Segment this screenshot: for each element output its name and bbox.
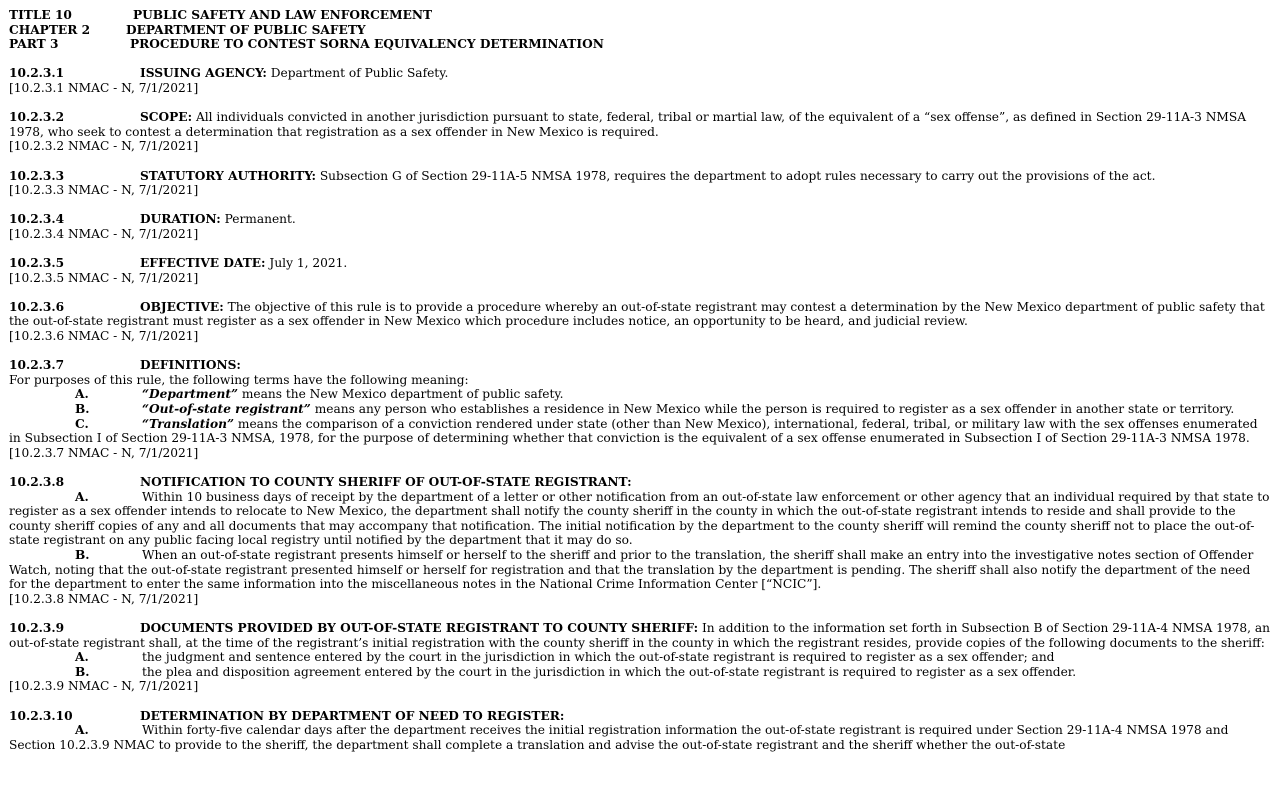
- section-10-2-3-8: [9, 475, 1271, 490]
- part-line: [9, 37, 1271, 52]
- chapter-line: [9, 23, 1271, 38]
- section-history: [10.2.3.7 NMAC - N, 7/1/2021]: [9, 445, 199, 460]
- section-title: OBJECTIVE:: [140, 299, 224, 314]
- section-10-2-3-1: [9, 66, 1271, 81]
- section-text: Subsection G of Section 29-11A-5 NMSA 1978, requires the department to adopt rules necessary to carry out the provisions of the act.: [315, 168, 1156, 183]
- section-history: [10.2.3.3 NMAC - N, 7/1/2021]: [9, 183, 199, 198]
- list-item: [9, 650, 1271, 665]
- part-label: PART 3: [9, 37, 59, 52]
- section-text: In addition to the information set forth in Subsection B of Section 29-11A-4 NMSA 1978, an out-of-state registrant shall, at the time of the registrant’s initial registration with the county sheriff in the county in which the registrant resides, provide copies of the following documents to the sheriff:: [9, 620, 1271, 650]
- section-text: The objective of this rule is to provide a procedure whereby an out-of-state registrant may contest a determination by the New Mexico department of public safety that the out-of-state registrant must register as a sex offender in New Mexico which procedure includes notice, an opportunity to be heard, and judicial review.: [9, 299, 1265, 329]
- section-number: 10.2.3.9: [9, 620, 65, 635]
- definition-term: “Department”: [142, 387, 238, 402]
- section-history: [10.2.3.9 NMAC - N, 7/1/2021]: [9, 679, 199, 694]
- item-letter: A.: [75, 650, 89, 665]
- chapter-text: DEPARTMENT OF PUBLIC SAFETY: [126, 22, 366, 37]
- section-number: 10.2.3.8: [9, 475, 65, 489]
- definition-item: [9, 387, 1271, 402]
- definition-item: [9, 402, 1271, 417]
- section-text: Department of Public Safety.: [266, 66, 449, 81]
- section-text: Permanent.: [220, 212, 296, 227]
- definitions-intro: For purposes of this rule, the following terms have the following meaning:: [9, 372, 469, 387]
- section-text: All individuals convicted in another jurisdiction pursuant to state, federal, tribal or martial law, of the equivalent of a “sex offense”, as defined in Section 29-11A-3 NMSA 1978, who seek to contest a determination that registration as a sex offender in New Mexico is required.: [9, 110, 1247, 139]
- item-letter: B.: [75, 402, 90, 417]
- item-text: When an out-of-state registrant presents himself or herself to the sheriff and prior to the translation, the sheriff shall make an entry into the investigative notes section of Offender Watch, noting that the out-of-state registrant presented himself or herself for registration and that the translation by the department is pending. The sheriff shall also notify the department of the need for the department to enter the same information into the miscellaneous notes in the National Crime Information Center [“NCIC”].: [9, 547, 1254, 592]
- list-item: [9, 665, 1271, 680]
- list-item: [9, 723, 1271, 752]
- section-10-2-3-5: [9, 256, 1271, 271]
- section-10-2-3-3: [9, 169, 1271, 184]
- section-number: 10.2.3.1: [9, 66, 65, 81]
- section-number: 10.2.3.2: [9, 110, 65, 125]
- section-history: [10.2.3.5 NMAC - N, 7/1/2021]: [9, 270, 199, 285]
- title-label: TITLE 10: [9, 8, 72, 22]
- title-line: [9, 8, 1271, 23]
- definition-item: [9, 417, 1271, 446]
- list-item: [9, 548, 1271, 592]
- section-title: NOTIFICATION TO COUNTY SHERIFF OF OUT-OF-STATE REGISTRANT:: [140, 475, 632, 489]
- section-history: [10.2.3.8 NMAC - N, 7/1/2021]: [9, 591, 199, 606]
- section-number: 10.2.3.6: [9, 299, 65, 314]
- definition-term: “Out-of-state registrant”: [142, 402, 311, 417]
- chapter-label: CHAPTER 2: [9, 22, 91, 37]
- section-number: 10.2.3.7: [9, 358, 65, 373]
- part-text: PROCEDURE TO CONTEST SORNA EQUIVALENCY DETERMINATION: [130, 37, 604, 52]
- section-text: July 1, 2021.: [265, 256, 348, 271]
- definition-text: means the New Mexico department of public safety.: [237, 387, 564, 402]
- definition-text: means the comparison of a conviction rendered under state (other than New Mexico), international, federal, tribal, or military law with the sex offenses enumerated in Subsection I of Section 29-11A-3 NMSA, 1978, for the purpose of determining whether that conviction is the equivalent of a sex offense enumerated in Subsection I of Section 29-11A-3 NMSA 1978.: [9, 416, 1258, 446]
- section-10-2-3-7: [9, 358, 1271, 373]
- section-title: STATUTORY AUTHORITY:: [140, 168, 316, 183]
- item-letter: B.: [75, 664, 90, 679]
- item-text: Within forty-five calendar days after the department receives the initial registration information the out-of-state registrant is required under Section 29-11A-4 NMSA 1978 and Section 10.2.3.9 NMAC to provide to the sheriff, the department shall complete a translation and advise the out-of-state registrant and the sheriff whether the out-of-state: [9, 723, 1229, 752]
- section-10-2-3-9: [9, 621, 1271, 650]
- item-letter: A.: [75, 489, 89, 504]
- section-number: 10.2.3.3: [9, 168, 65, 183]
- list-item: [9, 490, 1271, 548]
- section-title: DEFINITIONS:: [140, 358, 241, 373]
- section-number: 10.2.3.5: [9, 256, 65, 271]
- section-10-2-3-6: [9, 300, 1271, 329]
- definition-text: means any person who establishes a residence in New Mexico while the person is required to register as a sex offender in another state or territory.: [310, 402, 1235, 417]
- section-title: ISSUING AGENCY:: [140, 66, 267, 81]
- item-text: Within 10 business days of receipt by the department of a letter or other notification from an out-of-state law enforcement or other agency that an individual required by that state to register as a sex offender intends to relocate to New Mexico, the department shall notify the county sheriff in the county in which the out-of-state registrant intends to reside and shall provide to the county sheriff copies of any and all documents that may accompany that notification. The initial notification by the department to the county sheriff will remind the county sheriff not to place the out-of-state registrant on any public facing local registry until notified by the department that it may do so.: [9, 489, 1270, 548]
- section-history: [10.2.3.1 NMAC - N, 7/1/2021]: [9, 80, 199, 95]
- item-letter: C.: [75, 416, 89, 431]
- section-title: SCOPE:: [140, 110, 193, 125]
- section-title: DETERMINATION BY DEPARTMENT OF NEED TO REGISTER:: [140, 708, 565, 723]
- item-letter: B.: [75, 547, 90, 562]
- item-letter: A.: [75, 723, 89, 738]
- section-title: DURATION:: [140, 212, 221, 227]
- item-text: the plea and disposition agreement entered by the court in the jurisdiction in which the out-of-state registrant is required to register as a sex offender.: [142, 664, 1077, 679]
- section-history: [10.2.3.4 NMAC - N, 7/1/2021]: [9, 226, 199, 241]
- section-10-2-3-10: [9, 709, 1271, 724]
- definition-term: “Translation”: [142, 416, 235, 431]
- item-text: the judgment and sentence entered by the court in the jurisdiction in which the out-of-state registrant is required to register as a sex offender; and: [142, 650, 1055, 665]
- section-number: 10.2.3.10: [9, 708, 73, 723]
- section-title: DOCUMENTS PROVIDED BY OUT-OF-STATE REGISTRANT TO COUNTY SHERIFF:: [140, 620, 699, 635]
- section-number: 10.2.3.4: [9, 212, 65, 227]
- title-text: PUBLIC SAFETY AND LAW ENFORCEMENT: [133, 8, 433, 22]
- section-history: [10.2.3.6 NMAC - N, 7/1/2021]: [9, 329, 199, 344]
- section-history: [10.2.3.2 NMAC - N, 7/1/2021]: [9, 139, 199, 154]
- section-title: EFFECTIVE DATE:: [140, 256, 266, 271]
- section-10-2-3-4: [9, 212, 1271, 227]
- section-10-2-3-2: [9, 110, 1271, 139]
- item-letter: A.: [75, 387, 89, 402]
